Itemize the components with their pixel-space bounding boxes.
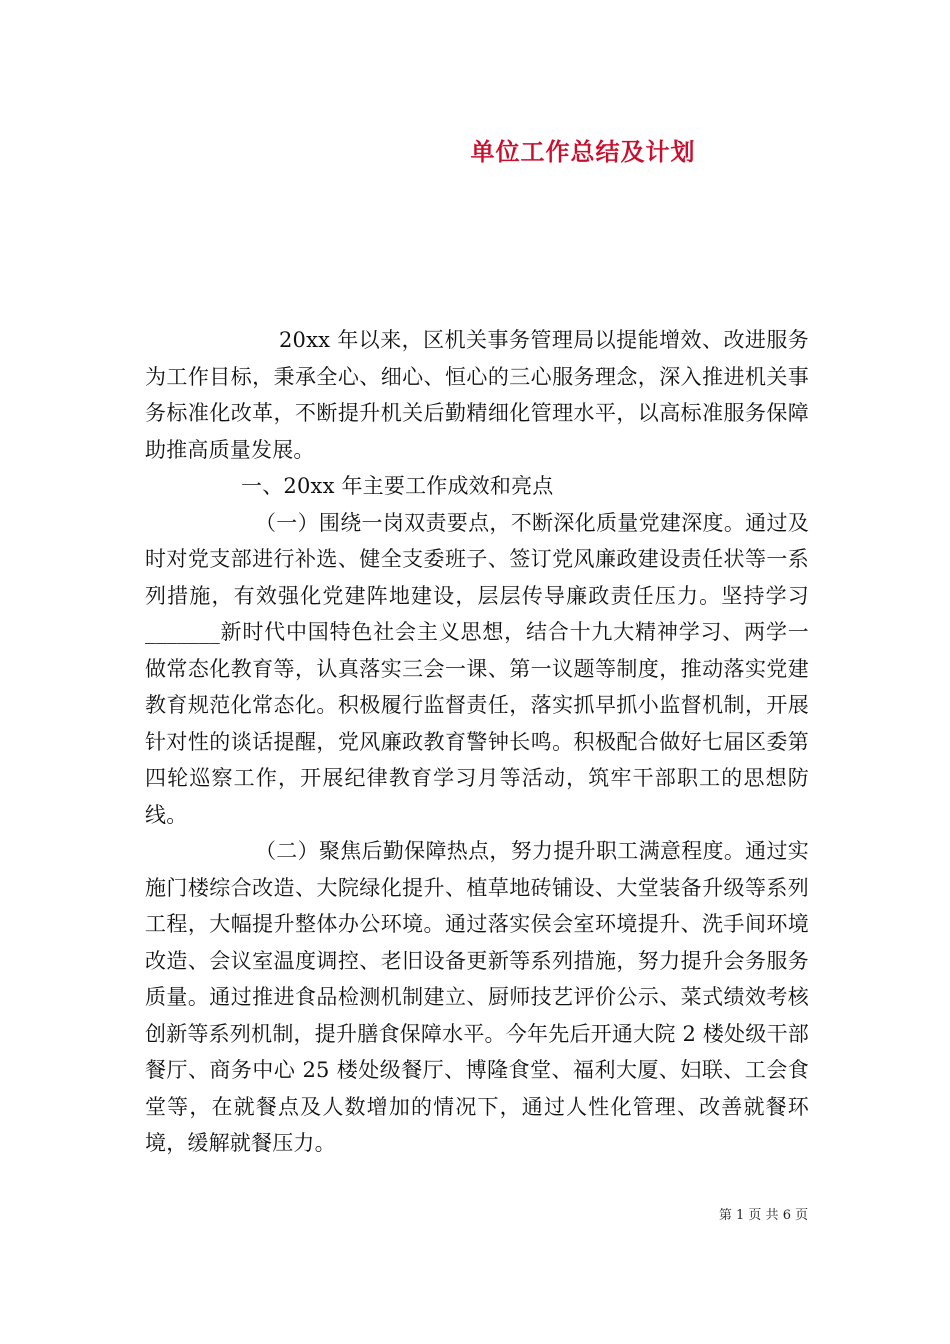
document-title: 单位工作总结及计划 bbox=[470, 138, 696, 166]
subsection-1-paragraph: （一）围绕一岗双责要点，不断深化质量党建深度。通过及时对党支部进行补选、健全支委班子、签订党风廉政建设责任状等一系列措施，有效强化党建阵地建设，层层传导廉政责任压力。坚持学习_______新时代中国特色社会主义思想，结合十九大精神学习、两学一做常态化教育等，认真落实三会一课、第一议题等制度，推动落实党建教育规范化常态化。积极履行监督责任，落实抓早抓小监督机制，开展针对性的谈话提醒，党风廉政教育警钟长鸣。积极配合做好七届区委第四轮巡察工作，开展纪律教育学习月等活动，筑牢干部职工的思想防线。 bbox=[145, 510, 809, 827]
page-number-footer: 第 1 页 共 6 页 bbox=[718, 1208, 809, 1223]
section-heading: 一、20xx 年主要工作成效和亮点 bbox=[241, 474, 554, 498]
intro-paragraph: 20xx 年以来，区机关事务管理局以提能增效、改进服务为工作目标，秉承全心、细心、恒心的三心服务理念，深入推进机关事务标准化改革，不断提升机关后勤精细化管理水平，以高标准服务保障助推高质量发展。 bbox=[145, 328, 809, 462]
subsection-2-paragraph: （二）聚焦后勤保障热点，努力提升职工满意程度。通过实施门楼综合改造、大院绿化提升、植草地砖铺设、大堂装备升级等系列工程，大幅提升整体办公环境。通过落实侯会室环境提升、洗手间环境改造、会议室温度调控、老旧设备更新等系列措施，努力提升会务服务质量。通过推进食品检测机制建立、厨师技艺评价公示、菜式绩效考核创新等系列机制，提升膳食保障水平。今年先后开通大院 2 楼处级干部餐厅、商务中心 25 楼处级餐厅、博隆食堂、福利大厦、妇联、工会食堂等，在就餐点及人数增加的情况下，通过人性化管理、改善就餐环境，缓解就餐压力。 bbox=[145, 839, 809, 1155]
document-body bbox=[145, 322, 809, 1162]
